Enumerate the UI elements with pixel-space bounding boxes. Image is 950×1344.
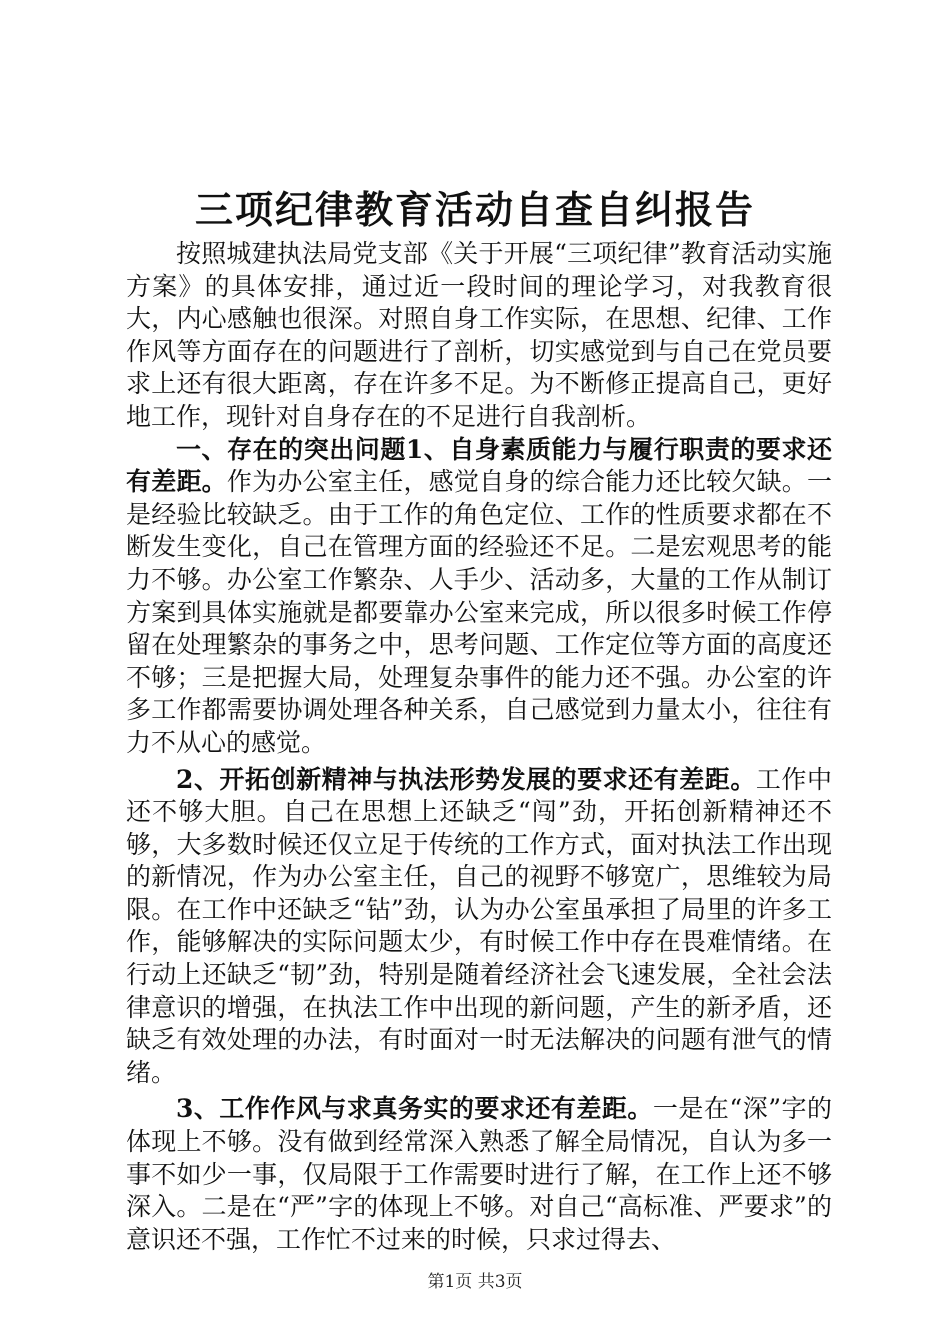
paragraph-text: 一是在“深”字的体现上不够。没有做到经常深入熟悉了解全局情况，自认为多一事不如少一事，仅局限于工作需要时进行了解，在工作上还不够深入。二是在“严”字的体现上不够。对自己“高标准、严要求”的意识还不强，工作忙不过来的时候，只求过得去、 <box>126 1094 832 1254</box>
paragraph-text: 作为办公室主任，感觉自身的综合能力还比较欠缺。一是经验比较缺乏。由于工作的角色定位、工作的性质要求都在不断发生变化，自己在管理方面的经验还不足。二是宏观思考的能力不够。办公室工作繁杂、人手少、活动多，大量的工作从制订方案到具体实施就是都要靠办公室来完成，所以很多时候工作停留在处理繁杂的事务之中，思考问题、工作定位等方面的高度还不够；三是把握大局，处理复杂事件的能力还不强。办公室的许多工作都需要协调处理各种关系，自己感觉到力量太小，往往有力不从心的感觉。 <box>126 467 832 757</box>
page-footer: 第1页 共3页 <box>427 1272 523 1292</box>
paragraph-heading: 3、工作作风与求真务实的要求还有差距。 <box>176 1094 653 1124</box>
document-title: 三项纪律教育活动自查自纠报告 <box>194 187 755 232</box>
paragraph-intro <box>126 238 832 434</box>
paragraph-text: 工作中还不够大胆。自己在思想上还缺乏“闯”劲，开拓创新精神还不够，大多数时候还仅立足于传统的工作方式，面对执法工作出现的新情况，作为办公室主任，自己的视野不够宽广，思维较为局限。在工作中还缺乏“钻”劲，认为办公室虽承担了局里的许多工作，能够解决的实际问题太少，有时候工作中存在畏难情绪。在行动上还缺乏“韧”劲，特别是随着经济社会飞速发展，全社会法律意识的增强，在执法工作中出现的新问题，产生的新矛盾，还缺乏有效处理的办法，有时面对一时无法解决的问题有泄气的情绪。 <box>126 764 832 1087</box>
paragraph-section-2 <box>126 764 832 1090</box>
paragraph-heading: 2、开拓创新精神与执法形势发展的要求还有差距。 <box>176 764 756 794</box>
paragraph-text: 按照城建执法局党支部《关于开展“三项纪律”教育活动实施方案》的具体安排，通过近一段时间的理论学习，对我教育很大，内心感触也很深。对照自身工作实际，在思想、纪律、工作作风等方面存在的问题进行了剖析，切实感觉到与自己在党员要求上还有很大距离，存在许多不足。为不断修正提高自己，更好地工作，现针对自身存在的不足进行自我剖析。 <box>126 239 832 431</box>
paragraph-section-1 <box>126 434 832 760</box>
paragraph-heading: 一、存在的突出问题1、自身素质能力与履行职责的要求还有差距。 <box>126 434 832 497</box>
paragraph-section-3 <box>126 1093 832 1256</box>
document-body <box>126 238 832 1256</box>
